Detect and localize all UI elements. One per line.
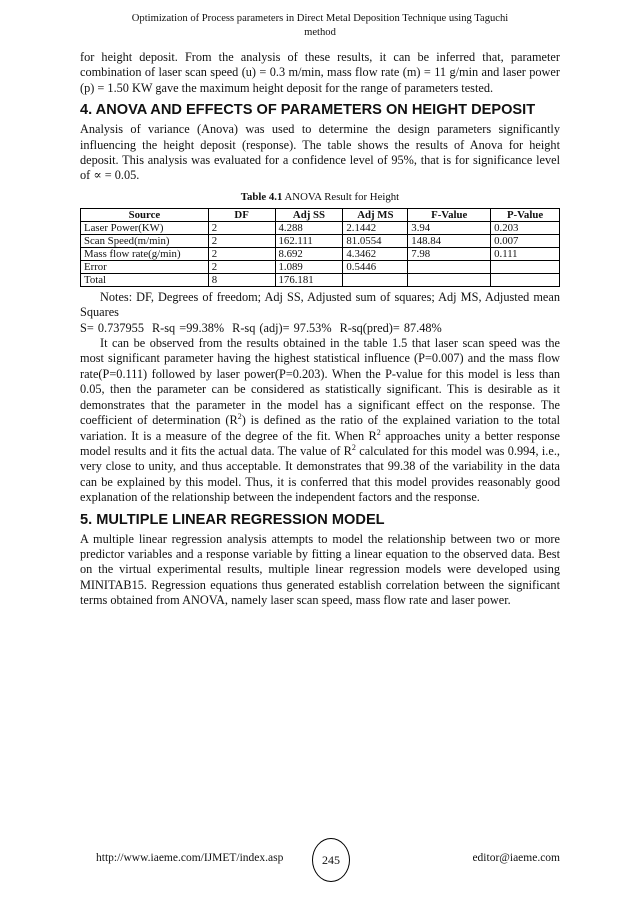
section-4-paragraph: Analysis of variance (Anova) was used to determine the design parameters significantly influencing the height deposit (response). The table shows the results of Anova for height deposit. This analysis was evaluated for a confidence level of 95%, that is for significance level of ∝ = 0.05. <box>80 122 560 183</box>
table-cell: Laser Power(KW) <box>81 221 209 234</box>
header-line-2: method <box>304 27 336 38</box>
stat-rsq-adj: R-sq (adj)= 97.53% <box>232 320 332 335</box>
table-cell: 2 <box>208 221 275 234</box>
table-row <box>81 247 560 260</box>
table-cell: 3.94 <box>408 221 491 234</box>
table-cell: 4.288 <box>275 221 343 234</box>
intro-paragraph: for height deposit. From the analysis of these results, it can be inferred that, parameter combination of laser scan speed (u) = 0.3 m/min, mass flow rate (m) = 11 g/min and laser power (p) = 1.50 KW gave the maximum height deposit for the range of parameters tested. <box>80 50 560 95</box>
table-cell: Error <box>81 260 209 273</box>
header-line-1: Optimization of Process parameters in Direct Metal Deposition Technique using Taguchi <box>131 13 509 24</box>
anova-table <box>80 208 560 287</box>
discussion-part-b: ) is defined as the ratio of the explained variation to the total variation. It is a measure of the degree of the fit. When R <box>80 413 561 443</box>
table-cell: 162.111 <box>275 234 343 247</box>
table-row <box>81 234 560 247</box>
running-header <box>80 12 560 40</box>
table-row <box>81 273 560 286</box>
table-cell: Scan Speed(m/min) <box>81 234 209 247</box>
table-cell <box>408 260 491 273</box>
table-cell: 7.98 <box>408 247 491 260</box>
column-header: Adj SS <box>275 208 343 221</box>
table-cell: Total <box>81 273 209 286</box>
table-caption-text: ANOVA Result for Height <box>282 190 400 203</box>
stat-rsq: R-sq =99.38% <box>151 320 225 335</box>
superscript-2: 2 <box>376 427 381 437</box>
table-cell: 4.3462 <box>343 247 408 260</box>
table-cell: 148.84 <box>408 234 491 247</box>
table-cell: 2 <box>208 247 275 260</box>
discussion-part-c: approaches unity a better response model results and it fits the actual data. The value of R <box>80 428 560 458</box>
section-5-heading: 5. MULTIPLE LINEAR REGRESSION MODEL <box>80 511 385 528</box>
table-cell: 8 <box>208 273 275 286</box>
table-cell: 1.089 <box>275 260 343 273</box>
document-page <box>80 0 560 609</box>
table-cell <box>343 273 408 286</box>
table-caption <box>80 191 560 203</box>
stat-s: S= 0.737955 <box>80 320 144 335</box>
superscript-2: 2 <box>351 442 356 452</box>
table-cell: 0.111 <box>491 247 560 260</box>
table-cell: Mass flow rate(g/min) <box>81 247 209 260</box>
table-cell: 0.5446 <box>343 260 408 273</box>
section-5-paragraph: A multiple linear regression analysis attempts to model the relationship between two or more predictor variables and a response variable by fitting a linear equation to the observed data. Best on the virtual experimental results, multiple linear regression models were developed using MINITAB15. Regression equations thus generated establish correlation between the significant terms obtained from ANOVA, namely laser scan speed, mass flow rate and laser power. <box>80 531 560 608</box>
column-header: Adj MS <box>343 208 408 221</box>
model-statistics <box>80 321 560 336</box>
section-4-heading: 4. ANOVA AND EFFECTS OF PARAMETERS ON HEIGHT DEPOSIT <box>80 102 536 119</box>
table-caption-label: Table 4.1 <box>240 190 283 203</box>
table-row <box>81 260 560 273</box>
footer-email-link[interactable]: editor@iaeme.com <box>472 852 560 864</box>
page-footer <box>80 838 560 866</box>
page-number: 245 <box>312 838 350 882</box>
table-cell: 2.1442 <box>343 221 408 234</box>
superscript-2: 2 <box>237 412 242 421</box>
table-cell <box>408 273 491 286</box>
table-cell: 2 <box>208 260 275 273</box>
discussion-part-a: It can be observed from the results obtained in the table 1.5 that laser scan speed was the most significant parameter having the highest statistical influence (P=0.007) and the mass flow rate(P=0.111) followed by laser power(P=0.203). When the P-value for this model is less than 0.05, then the parameter can be considered as statistically significant. This is desirable as it demonstrates that the parameter in the model has a significant effect on the response. The coefficient of determination (R <box>80 336 560 428</box>
column-header: F-Value <box>408 208 491 221</box>
table-cell: 176.181 <box>275 273 343 286</box>
discussion-part-d: calculated for this model was 0.994, i.e., very close to unity, and thus acceptable. It demonstrates that 99.38 of the variability in the data can be explained by this model. Thus, it is conferred that this model provides reasonably good explanation of the relationship between the independent factors and the response. <box>80 443 560 505</box>
footer-url-link[interactable]: http://www.iaeme.com/IJMET/index.asp <box>96 852 284 864</box>
table-cell: 0.203 <box>491 221 560 234</box>
column-header: P-Value <box>491 208 560 221</box>
table-notes: Notes: DF, Degrees of freedom; Adj SS, Adjusted sum of squares; Adj MS, Adjusted mean Squares <box>80 289 560 320</box>
table-cell: 81.0554 <box>343 234 408 247</box>
stat-rsq-pred: R-sq(pred)= 87.48% <box>339 320 442 335</box>
column-header: DF <box>208 208 275 221</box>
table-cell: 0.007 <box>491 234 560 247</box>
table-cell <box>491 260 560 273</box>
table-cell: 8.692 <box>275 247 343 260</box>
table-row <box>81 221 560 234</box>
column-header: Source <box>81 208 209 221</box>
table-cell: 2 <box>208 234 275 247</box>
discussion-paragraph <box>80 336 560 505</box>
table-cell <box>491 273 560 286</box>
table-header-row <box>81 208 560 221</box>
